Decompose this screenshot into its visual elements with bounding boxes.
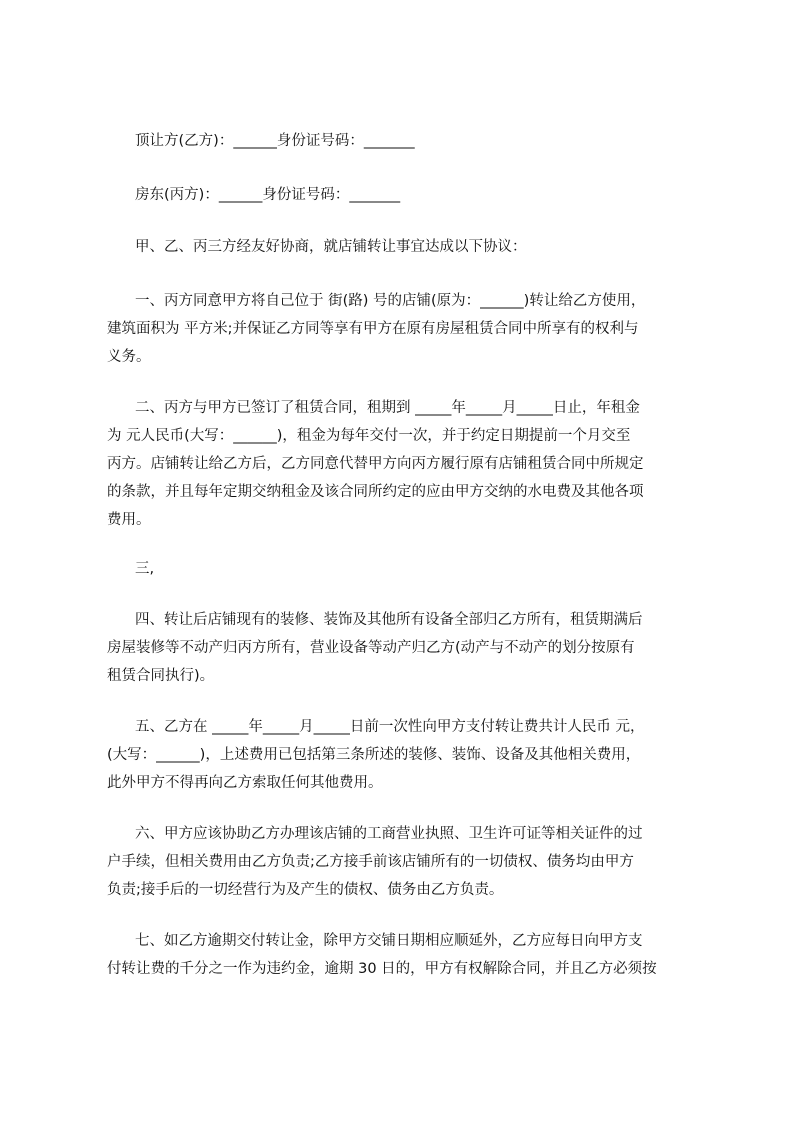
clause-one: [107, 287, 699, 371]
text-line: 丙方。店铺转让给乙方后，乙方同意代替甲方向丙方履行原有店铺租赁合同中所规定: [107, 456, 644, 472]
agreement-intro: [107, 233, 699, 261]
clause-five: [107, 713, 699, 797]
text-line: 费用。: [107, 512, 151, 528]
clause-six: [107, 820, 699, 904]
clause-seven: [107, 927, 699, 983]
clause-three: [107, 555, 699, 583]
text-line: 为 元人民币(大写：______)，租金为每年交付一次，并于约定日期提前一个月交至: [107, 428, 631, 444]
text-line: 租赁合同执行)。: [107, 668, 215, 684]
text-line: 的条款，并且每年定期交纳租金及该合同所约定的应由甲方交纳的水电费及其他各项: [107, 484, 644, 500]
text-line: 一、丙方同意甲方将自己位于 街(路) 号的店铺(原为：______)转让给乙方使用，: [135, 293, 646, 309]
text-line: 义务。: [107, 349, 151, 365]
text-line: 二、丙方与甲方已签订了租赁合同，租期到 _____年_____月_____日止，年租金: [135, 400, 640, 416]
text-line: 五、乙方在 _____年_____月_____日前一次性向甲方支付转让费共计人民币 元，: [135, 719, 645, 735]
text-line: 房东(丙方)：______身份证号码：_______: [135, 187, 401, 203]
text-line: 三,: [135, 561, 155, 577]
text-line: 甲、乙、丙三方经友好协商，就店铺转让事宜达成以下协议：: [135, 239, 527, 255]
text-line: 付转让费的千分之一作为违约金，逾期 30 日的，甲方有权解除合同，并且乙方必须按: [107, 961, 657, 977]
text-line: 顶让方(乙方)：______身份证号码：_______: [135, 133, 415, 149]
clause-four: [107, 606, 699, 690]
text-line: 房屋装修等不动产归丙方所有，营业设备等动产归乙方(动产与不动产的划分按原有: [107, 640, 635, 656]
text-line: 户手续，但相关费用由乙方负责;乙方接手前该店铺所有的一切债权、债务均由甲方: [107, 854, 634, 870]
text-line: 七、如乙方逾期交付转让金，除甲方交铺日期相应顺延外，乙方应每日向甲方支: [135, 933, 643, 949]
party-c-line: [107, 181, 699, 209]
text-line: (大写：______)，上述费用已包括第三条所述的装修、装饰、设备及其他相关费用，: [107, 747, 641, 763]
text-line: 建筑面积为 平方米;并保证乙方同等享有甲方在原有房屋租赁合同中所享有的权利与: [107, 321, 639, 337]
text-line: 四、转让后店铺现有的装修、装饰及其他所有设备全部归乙方所有，租赁期满后: [135, 612, 643, 628]
text-line: 负责;接手后的一切经营行为及产生的债权、债务由乙方负责。: [107, 882, 504, 898]
party-b-line: [107, 127, 699, 155]
text-line: 此外甲方不得再向乙方索取任何其他费用。: [107, 775, 383, 791]
clause-two: [107, 394, 699, 534]
text-line: 六、甲方应该协助乙方办理该店铺的工商营业执照、卫生许可证等相关证件的过: [135, 826, 643, 842]
